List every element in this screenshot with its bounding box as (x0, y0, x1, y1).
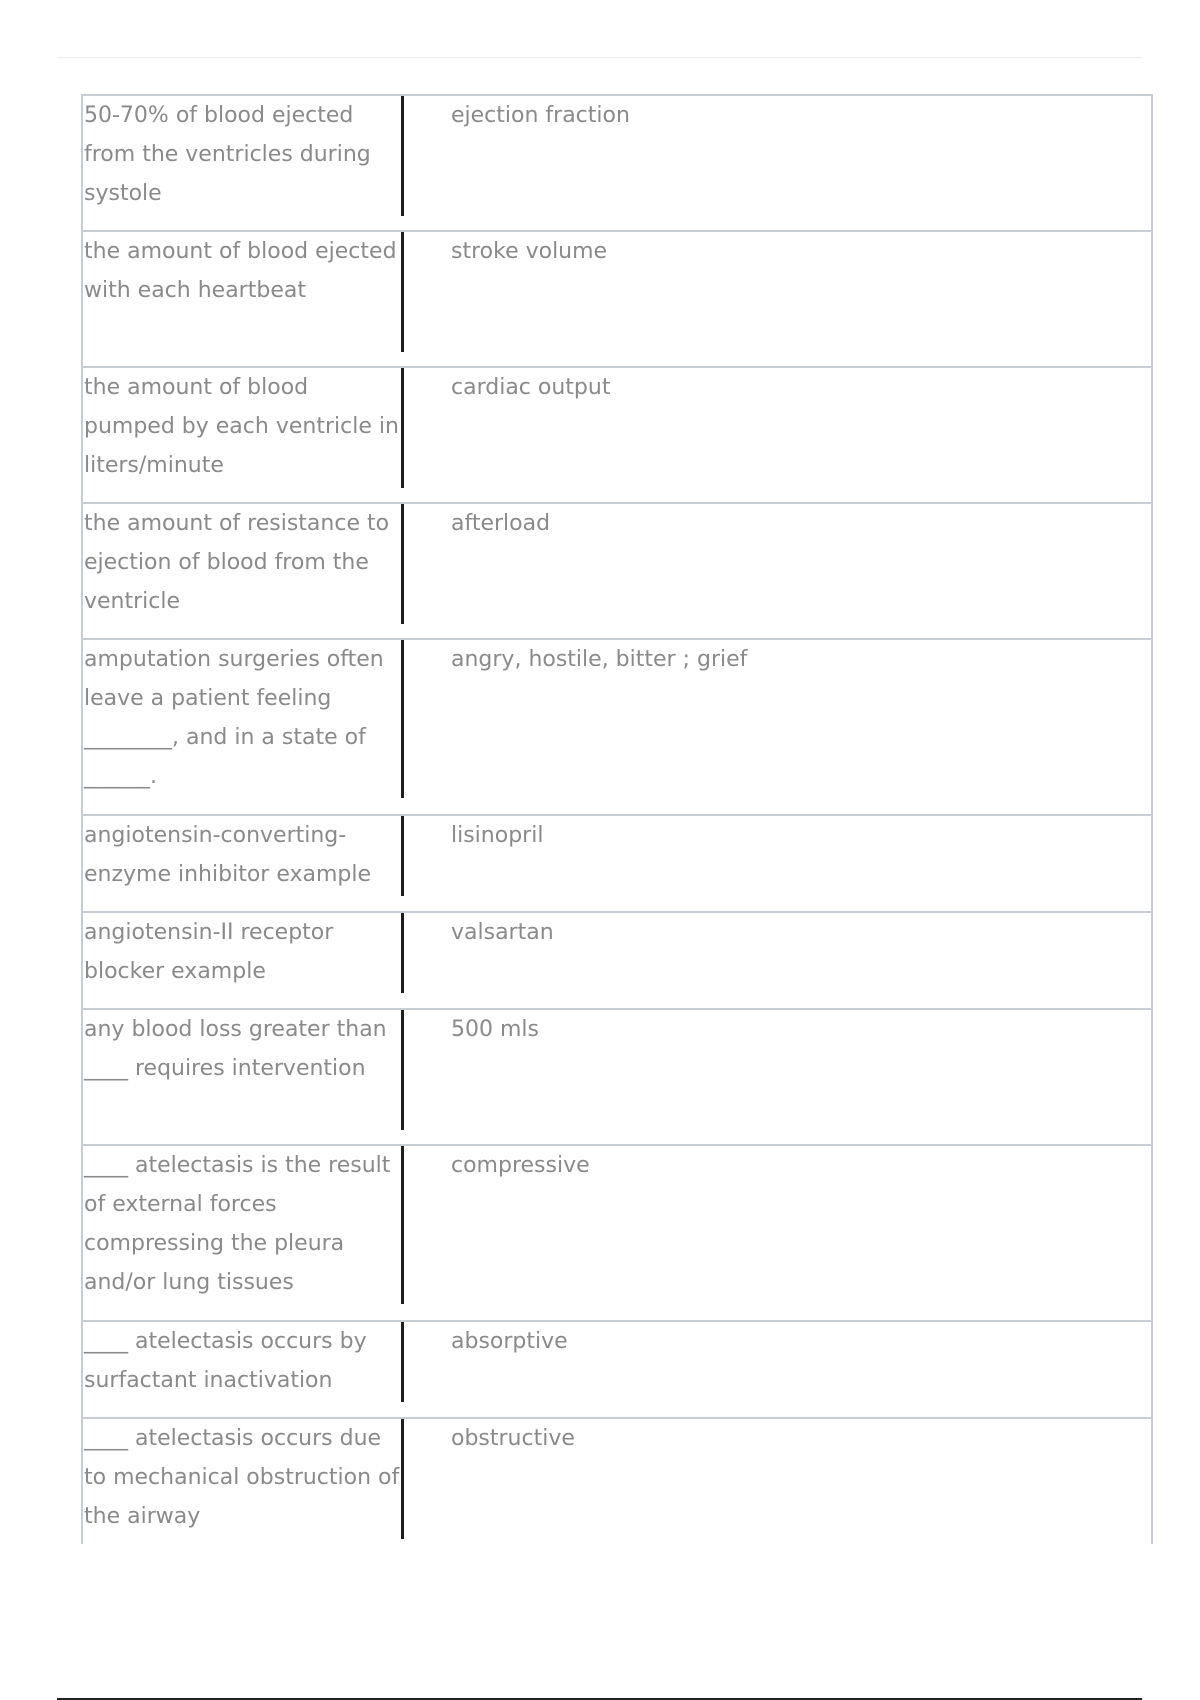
column-divider (401, 640, 404, 798)
column-divider (401, 368, 404, 488)
term-cell (83, 368, 400, 502)
term-text: amputation surgeries often leave a patient feeling ________, and in a state of ______. (84, 647, 384, 789)
term-text: the amount of blood pumped by each ventricle in liters/minute (84, 375, 399, 478)
column-divider (401, 96, 404, 216)
table-row (81, 1320, 1153, 1417)
term-cell (83, 96, 400, 230)
term-text: the amount of resistance to ejection of blood from the ventricle (84, 511, 390, 614)
term-cell (83, 504, 400, 638)
term-text: any blood loss greater than ____ requires intervention (84, 1017, 387, 1081)
term-text: ____ atelectasis is the result of external forces compressing the pleura and/or lung tissues (84, 1153, 391, 1295)
column-divider (401, 1146, 404, 1304)
table-row (81, 366, 1153, 502)
definition-cell: valsartan (451, 920, 554, 945)
column-divider (401, 1010, 404, 1130)
column-divider (401, 913, 404, 993)
term-cell (83, 1010, 400, 1144)
table-row (81, 911, 1153, 1008)
definition-cell: lisinopril (451, 823, 544, 848)
table-row (81, 638, 1153, 814)
column-divider (401, 1322, 404, 1402)
definition-cell: afterload (451, 511, 551, 536)
term-cell (83, 1322, 400, 1417)
term-cell (83, 913, 400, 1008)
table-row (81, 502, 1153, 638)
table-row (81, 94, 1153, 230)
column-divider (401, 504, 404, 624)
definition-cell: compressive (451, 1153, 590, 1178)
definition-cell: ejection fraction (451, 103, 630, 128)
term-text: 50-70% of blood ejected from the ventricles during systole (84, 103, 371, 206)
term-text: angiotensin-converting-enzyme inhibitor example (84, 823, 372, 887)
term-text: ____ atelectasis occurs by surfactant inactivation (84, 1329, 367, 1393)
term-cell (83, 1146, 400, 1320)
table-row (81, 230, 1153, 366)
term-cell (83, 640, 400, 814)
definition-cell: 500 mls (451, 1017, 539, 1042)
term-text: ____ atelectasis occurs due to mechanical obstruction of the airway (84, 1426, 400, 1529)
column-divider (401, 816, 404, 896)
term-cell (83, 1419, 400, 1544)
table-row (81, 1144, 1153, 1320)
table-row (81, 1417, 1153, 1544)
table-row (81, 814, 1153, 911)
definition-cell: obstructive (451, 1426, 575, 1451)
definition-cell: absorptive (451, 1329, 568, 1354)
column-divider (401, 1419, 404, 1539)
term-text: angiotensin-II receptor blocker example (84, 920, 334, 984)
definition-cell: stroke volume (451, 239, 608, 264)
term-cell (83, 816, 400, 911)
definition-cell: cardiac output (451, 375, 611, 400)
top-rule (57, 57, 1142, 58)
definition-cell: angry, hostile, bitter ; grief (451, 647, 748, 672)
term-cell (83, 232, 400, 366)
column-divider (401, 232, 404, 352)
term-text: the amount of blood ejected with each heartbeat (84, 239, 397, 303)
table-row (81, 1008, 1153, 1144)
flashcard-table (81, 94, 1153, 1544)
